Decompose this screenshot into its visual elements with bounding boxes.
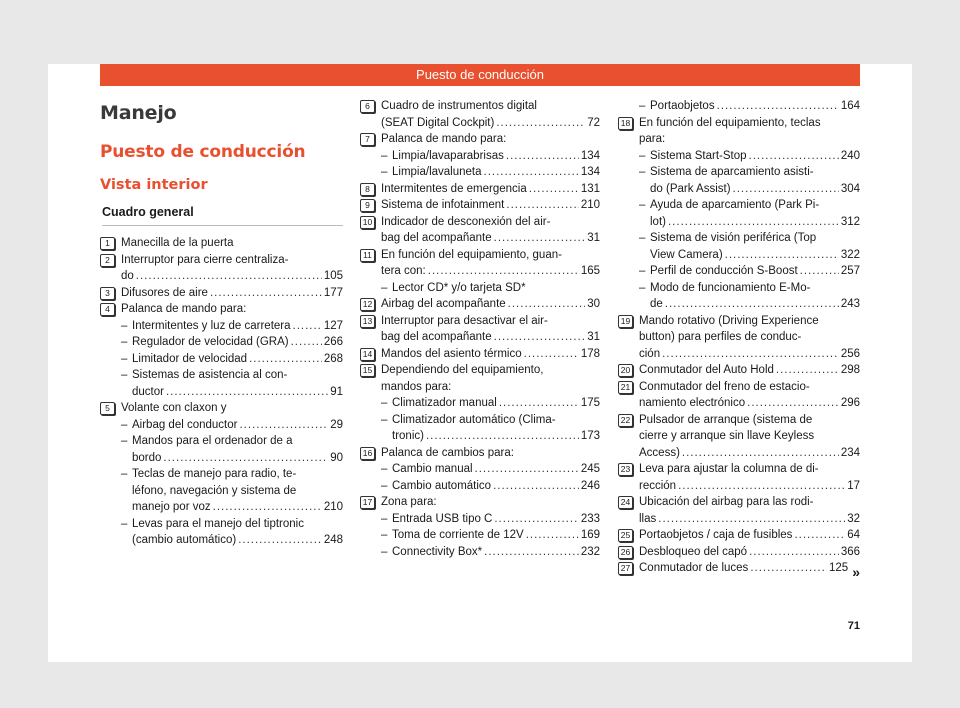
legend-entry: 2 Interruptor para cierre centraliza- do ..... 105: [100, 252, 343, 285]
page-reference: 31: [587, 331, 600, 343]
page-reference: 134: [580, 166, 600, 178]
page-reference: 169: [580, 529, 600, 541]
page-reference: 165: [580, 265, 600, 277]
item-number-badge: 2: [100, 254, 115, 267]
legend-entry: 25 Portaobjetos / caja de fusibles ..... 64: [618, 527, 860, 544]
item-number-badge: 8: [360, 183, 375, 196]
page-reference: 268: [323, 352, 343, 365]
item-number-badge: 9: [360, 199, 375, 212]
legend-entry: – Portaobjetos ..... 164: [618, 98, 860, 115]
legend-entry: 8 Intermitentes de emergencia ..... 131: [360, 181, 600, 198]
legend-entry: 17 Zona para: – Entrada USB tipo C ..... 233 – Toma de corriente de 12V ..... 169 – Connectivity Box* ..... 232: [360, 494, 600, 560]
page-reference: 32: [847, 512, 860, 525]
item-number-badge: 18: [618, 117, 633, 130]
page-reference: 266: [323, 336, 343, 348]
page-reference: 246: [580, 479, 600, 492]
subsection-title: Vista interior: [100, 177, 208, 193]
item-number-badge: 11: [360, 249, 375, 262]
page-reference: 257: [840, 265, 860, 277]
item-number-badge: 27: [618, 562, 633, 575]
page-reference: 366: [840, 545, 860, 558]
page-reference: 304: [840, 182, 860, 195]
legend-entry: 20 Conmutador del Auto Hold ..... 298: [618, 362, 860, 379]
overview-title: Cuadro general: [102, 205, 343, 226]
item-number-badge: 4: [100, 303, 115, 316]
page-reference: 173: [580, 430, 600, 442]
continue-arrow-icon: »: [852, 563, 860, 580]
legend-entry: 10 Indicador de desconexión del air- bag del acompañante ..... 31: [360, 214, 600, 247]
legend-entry: 5 Volante con claxon y – Airbag del conductor ..... 29 – Mandos para el ordenador de a bordo ..... 90 – Teclas de manejo para radio, te- léfono, navegación y sistema de manejo por voz ..... 210 – Levas para el manejo del tiptronic (cambio automático) ..... 248: [100, 400, 343, 549]
item-number-badge: 20: [618, 364, 633, 377]
item-number-badge: 17: [360, 496, 375, 509]
item-number-badge: 6: [360, 100, 375, 113]
item-number-badge: 7: [360, 133, 375, 146]
legend-entry: 3 Difusores de aire ..... 177: [100, 285, 343, 302]
item-number-badge: 14: [360, 348, 375, 361]
legend-entry: 4 Palanca de mando para: – Intermitentes y luz de carretera ..... 127 – Regulador de velocidad (GRA) ..... 266 – Limitador de velocidad ..... 268 – Sistemas de asistencia al con- ductor ..... 91: [100, 301, 343, 400]
legend-entry: 23 Leva para ajustar la columna de di- rección ..... 17: [618, 461, 860, 494]
legend-entry: 27 Conmutador de luces ..... 125 »: [618, 560, 860, 577]
column-2: [360, 98, 600, 560]
page-reference: 64: [847, 529, 860, 541]
page-reference: 105: [323, 270, 343, 282]
item-number-badge: 19: [618, 315, 633, 328]
item-number-badge: 13: [360, 315, 375, 328]
legend-entry: 16 Palanca de cambios para: – Cambio manual ..... 245 – Cambio automático ..... 246: [360, 445, 600, 495]
legend-entry: 7 Palanca de mando para: – Limpia/lavaparabrisas ..... 134 – Limpia/lavaluneta ..... 134: [360, 131, 600, 181]
page-reference: 298: [840, 364, 860, 376]
page-reference: 233: [580, 512, 600, 525]
legend-entry: 18 En función del equipamiento, teclas para: – Sistema Start-Stop ..... 240 – Sistema de aparcamiento asisti- do (Park Assist) ..... 304 – Ayuda de aparcamiento (Park Pi- lot) ..... 312 – Sistema de visión periférica (Top View Camera) ..... 322 – Perfil de conducción S-Boost ..... 257 – Modo de funcionamiento E-Mo- de ..... 243: [618, 115, 860, 313]
page-reference: 31: [587, 232, 600, 244]
item-number-badge: 5: [100, 402, 115, 415]
column-3: [618, 98, 860, 580]
page-reference: 240: [840, 149, 860, 162]
page-reference: 296: [840, 397, 860, 409]
page-reference: 17: [847, 479, 860, 492]
item-number-badge: 3: [100, 287, 115, 300]
page-number: 71: [847, 620, 860, 632]
page-reference: 177: [323, 286, 343, 299]
item-number-badge: 23: [618, 463, 633, 476]
page-reference: 248: [323, 534, 343, 546]
page-reference: 30: [587, 298, 600, 310]
page-reference: 90: [330, 451, 343, 464]
legend-entry: 26 Desbloqueo del capó ..... 366: [618, 544, 860, 561]
legend-entry: 24 Ubicación del airbag para las rodi- llas ..... 32: [618, 494, 860, 527]
item-number-badge: 12: [360, 298, 375, 311]
item-number-badge: 10: [360, 216, 375, 229]
page-reference: 127: [323, 319, 343, 332]
page-reference: 72: [587, 116, 600, 129]
legend-entry: 12 Airbag del acompañante ..... 30: [360, 296, 600, 313]
page-reference: 134: [580, 149, 600, 162]
legend-entry: 1 Manecilla de la puerta: [100, 235, 343, 252]
item-number-badge: 22: [618, 414, 633, 427]
page-reference: 164: [840, 100, 860, 112]
page-reference: 210: [580, 199, 600, 211]
column-1: [100, 98, 343, 549]
page-reference: 234: [840, 446, 860, 459]
page-reference: 125: [829, 562, 849, 574]
legend-entry: 21 Conmutador del freno de estacio- namiento electrónico ..... 296: [618, 379, 860, 412]
item-number-badge: 1: [100, 237, 115, 250]
item-number-badge: 16: [360, 447, 375, 460]
legend-entry: 9 Sistema de infotainment ..... 210: [360, 197, 600, 214]
legend-entry: 15 Dependiendo del equipamiento, mandos para: – Climatizador manual ..... 175 – Climatizador automático (Clima- tronic) ..... 173: [360, 362, 600, 445]
page-reference: 322: [840, 248, 860, 261]
legend-entry: 14 Mandos del asiento térmico ..... 178: [360, 346, 600, 363]
page-header: Puesto de conducción: [100, 64, 860, 86]
legend-entry: 22 Pulsador de arranque (sistema de cierre y arranque sin llave Keyless Access) ..... 234: [618, 412, 860, 462]
page-reference: 312: [840, 215, 860, 228]
page-reference: 256: [840, 347, 860, 360]
item-number-badge: 21: [618, 381, 633, 394]
page-reference: 245: [580, 463, 600, 475]
legend-entry: 11 En función del equipamiento, guan- tera con: ..... 165 – Lector CD* y/o tarjeta SD*: [360, 247, 600, 297]
page-reference: 232: [580, 545, 600, 558]
item-number-badge: 24: [618, 496, 633, 509]
page-reference: 29: [330, 418, 343, 431]
item-number-badge: 26: [618, 546, 633, 559]
section-title: Puesto de conducción: [100, 142, 306, 162]
page-reference: 178: [580, 347, 600, 360]
page-reference: 131: [580, 182, 600, 195]
legend-entry: 13 Interruptor para desactivar el air- bag del acompañante ..... 31: [360, 313, 600, 346]
item-number-badge: 25: [618, 529, 633, 542]
chapter-title: Manejo: [100, 102, 177, 124]
item-number-badge: 15: [360, 364, 375, 377]
page-reference: 210: [323, 501, 343, 513]
page-reference: 175: [580, 397, 600, 409]
legend-entry: 19 Mando rotativo (Driving Experience button) para perfiles de conduc- ción ..... 256: [618, 313, 860, 363]
page-reference: 91: [330, 385, 343, 398]
page-reference: 243: [840, 298, 860, 310]
legend-entry: 6 Cuadro de instrumentos digital (SEAT Digital Cockpit) ..... 72: [360, 98, 600, 131]
